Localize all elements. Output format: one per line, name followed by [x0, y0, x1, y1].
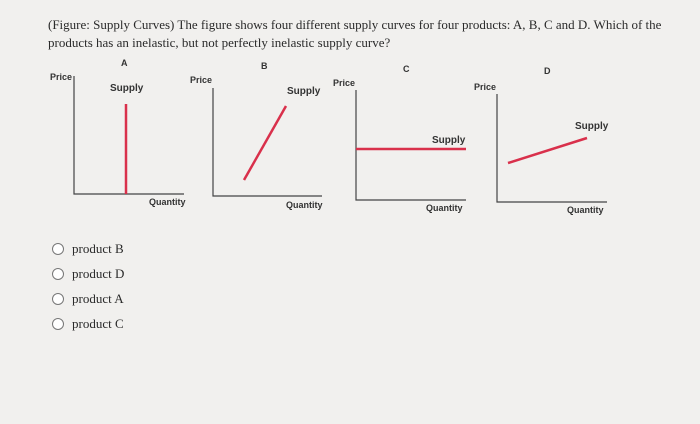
option-product-a[interactable]: [52, 286, 124, 311]
radio-button[interactable]: [52, 243, 64, 255]
graph-b-axes: [213, 88, 322, 196]
option-label: product C: [72, 315, 124, 331]
graph-d-supply-curve: [508, 138, 587, 163]
graph-d-quantity-label: Quantity: [567, 205, 604, 215]
answer-options: [52, 236, 124, 336]
graph-d-panel-label: D: [544, 66, 551, 76]
graph-c-supply-label: Supply: [432, 135, 466, 146]
option-product-b[interactable]: [52, 236, 124, 261]
graph-a-supply-label: Supply: [110, 83, 144, 94]
radio-button[interactable]: [52, 268, 64, 280]
graph-b-panel-label: B: [261, 61, 268, 71]
graph-a-quantity-label: Quantity: [149, 197, 186, 207]
graph-c-panel-label: C: [403, 64, 410, 74]
radio-button[interactable]: [52, 318, 64, 330]
graph-a-panel-label: A: [121, 58, 128, 68]
graph-c-price-label: Price: [333, 78, 356, 88]
graph-c-quantity-label: Quantity: [426, 203, 463, 213]
graph-b-price-label: Price: [190, 75, 213, 85]
graph-d-price-label: Price: [474, 82, 497, 92]
option-product-d[interactable]: [52, 261, 124, 286]
graph-d-supply-label: Supply: [575, 121, 609, 132]
option-label: product D: [72, 265, 125, 281]
graph-a-price-label: Price: [50, 72, 73, 82]
question-text: (Figure: Supply Curves) The figure shows four different supply curves for four products: A, B, C and D. Which of the products has an inelastic, but not perfectly inelastic supply curve?: [48, 17, 662, 50]
option-label: product B: [72, 240, 124, 256]
graph-b-supply-label: Supply: [287, 86, 321, 97]
radio-button[interactable]: [52, 293, 64, 305]
option-label: product A: [72, 290, 124, 306]
graph-b-quantity-label: Quantity: [286, 200, 323, 210]
option-product-c[interactable]: [52, 311, 124, 336]
graph-b-supply-curve: [244, 106, 286, 180]
